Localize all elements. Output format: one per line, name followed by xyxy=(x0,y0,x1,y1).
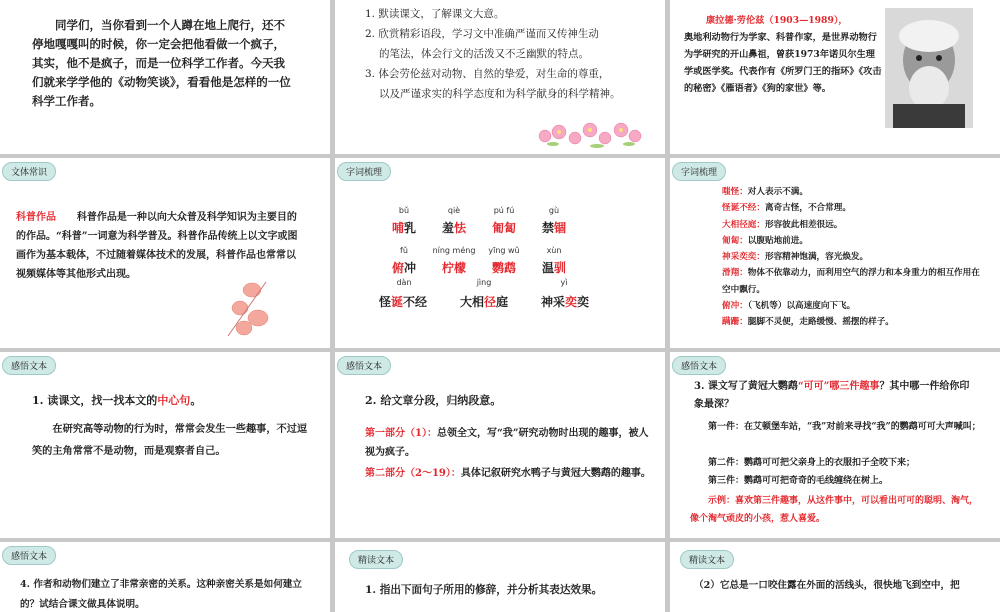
definition-item: 俯冲：（飞机等）以高速度向下飞。 xyxy=(722,301,856,312)
vocab-word: 羞怯 xyxy=(441,221,467,235)
author-portrait-icon xyxy=(885,8,973,128)
pinyin: xùn xyxy=(546,246,562,255)
story-item: 第一件：在艾顿堡车站，“我”对前来寻找“我”的鹦鹉可可大声喊叫； xyxy=(708,422,981,432)
pinyin: níng méng xyxy=(432,246,476,255)
slide-three-stories[interactable] xyxy=(670,352,1000,538)
pinyin: yīng wǔ xyxy=(488,246,520,255)
definition-item: 神采奕奕：形容精神饱满，容光焕发。 xyxy=(722,252,869,263)
slide-close-reading[interactable] xyxy=(670,542,1000,612)
intro-paragraph: 同学们，当你看到一个人蹲在地上爬行，还不停地嘎嘎叫的时候，你一定会把他看做一个疯子，其实，他不是疯子，而是一位科学工作者。今天我们就来学学他的《动物笑谈》，看看他是怎样的一位科学工作者。 xyxy=(32,18,291,108)
flower-decoration-icon xyxy=(222,278,276,338)
author-bio xyxy=(684,12,884,97)
definition-item: 嗤怪：对人表示不满。 xyxy=(722,187,808,197)
slide-relationship[interactable] xyxy=(0,542,330,612)
vocab-word: 俯冲 xyxy=(391,261,417,275)
pinyin: dàn xyxy=(396,278,412,287)
pinyin: yì xyxy=(560,278,568,287)
definition-item: 怪诞不经：离奇古怪，不合常理。 xyxy=(722,203,851,214)
slide-definitions[interactable] xyxy=(670,158,1000,348)
question: 1. 指出下面句子所用的修辞，并分析其表达效果。 xyxy=(365,584,603,596)
slide-genre[interactable] xyxy=(0,158,330,348)
vocab-word: 匍匐 xyxy=(491,221,516,235)
vocab-word: 柠檬 xyxy=(441,261,466,275)
story-item: 第二件：鹦鹉可可把父亲身上的衣服扣子全咬下来； xyxy=(708,458,916,468)
genre-paragraph xyxy=(16,208,298,284)
author-description: 奥地利动物行为学家、科普作家，是世界动物行为学研究的开山鼻祖，曾获1973年诺贝尔生理学或医学奖。代表作有《所罗门王的指环》《攻击的秘密》《雁语者》《狗的家世》等。 xyxy=(684,32,882,94)
definition-item: 蹒跚：腿脚不灵便，走路缓慢、摇摆的样子。 xyxy=(722,317,894,328)
pinyin: gù xyxy=(548,206,560,215)
part-two: 第二部分（2～19）：具体记叙研究水鸭子与黄冠大鹦鹉的趣事。 xyxy=(365,468,651,479)
question: 1. 读课文，找一找本文的中心句。 xyxy=(32,394,202,407)
question: 2. 给文章分段，归纳段意。 xyxy=(365,394,502,407)
section-tag: 精读文本 xyxy=(680,550,734,569)
section-tag: 字词梳理 xyxy=(672,162,726,181)
slide-rhetoric[interactable] xyxy=(335,542,665,612)
objective-line: 2. 欣赏精彩语段，学习文中准确严谨而又传神生动 xyxy=(365,28,599,40)
definition-item: 滑翔：物体不依靠动力，而利用空气的浮力和本身重力的相互作用在空中飘行。 xyxy=(722,268,980,295)
vocab-word: 哺乳 xyxy=(391,221,417,235)
idiom: 大相径庭 xyxy=(459,295,509,309)
section-tag: 感悟文本 xyxy=(2,356,56,375)
definition-item: 匍匐：以腹贴地前进。 xyxy=(722,235,808,246)
section-tag: 精读文本 xyxy=(349,550,403,569)
genre-text: 科普作品是一种以向大众普及科学知识为主要目的的作品。“科普”一词意为科学普及。科普作品传统上以文字或图画作为基本载体，不过随着媒体技术的发展，科普作品也常常以视频媒体等其他形式出现。 xyxy=(16,212,298,280)
slide-objectives[interactable] xyxy=(335,0,665,154)
pinyin: qiè xyxy=(447,206,461,215)
slide-central-sentence[interactable] xyxy=(0,352,330,538)
definitions-list xyxy=(722,184,984,331)
pinyin: bǔ xyxy=(398,206,410,215)
question: 4. 作者和动物们建立了非常亲密的关系。这种亲密关系是如何建立的？试结合课文做具体说明。 xyxy=(20,579,302,610)
idiom: 神采奕奕 xyxy=(540,295,589,309)
flower-decoration-icon xyxy=(535,112,650,152)
slide-vocabulary[interactable] xyxy=(335,158,665,348)
pinyin: pú fú xyxy=(493,206,515,215)
pinyin: fǔ xyxy=(400,246,408,255)
section-tag: 文体常识 xyxy=(2,162,56,181)
definition-item: 大相径庭：形容彼此相差很远。 xyxy=(722,219,843,230)
example-answer: 示例：喜欢第三件趣事，从这件事中，可以看出可可的聪明、淘气，像个淘气顽皮的小孩，惹人喜爱。 xyxy=(690,496,979,524)
section-tag: 感悟文本 xyxy=(672,356,726,375)
vocab-table xyxy=(379,206,629,310)
slide-intro[interactable] xyxy=(0,0,330,154)
idiom-row xyxy=(379,293,589,310)
section-tag: 字词梳理 xyxy=(337,162,391,181)
pinyin: jìng xyxy=(476,278,492,287)
slide-structure[interactable] xyxy=(335,352,665,538)
question: （2）它总是一口咬住露在外面的活线头，很快地飞到空中，把 xyxy=(694,580,960,591)
section-tag: 感悟文本 xyxy=(2,546,56,565)
term-label: 科普作品 xyxy=(16,212,56,223)
objective-line: 1. 默读课文，了解课文大意。 xyxy=(365,8,505,20)
objective-line: 以及严谨求实的科学态度和为科学献身的科学精神。 xyxy=(379,88,621,100)
vocab-word: 温驯 xyxy=(541,261,567,275)
vocab-word: 禁锢 xyxy=(541,221,567,235)
vocab-word: 鹦鹉 xyxy=(491,261,516,275)
author-name: 康拉德·劳伦兹（1903—1989）， xyxy=(706,15,848,26)
objectives-list xyxy=(365,4,655,104)
objective-line: 3. 体会劳伦兹对动物、自然的挚爱，对生命的尊重， xyxy=(365,68,610,80)
section-tag: 感悟文本 xyxy=(337,356,391,375)
part-one: 第一部分（1）：总领全文，写“我”研究动物时出现的趣事，被人视为疯子。 xyxy=(365,428,649,458)
question: 3. 课文写了黄冠大鹦鹉“可可”哪三件趣事？其中哪一件给你印象最深？ xyxy=(694,381,970,410)
slide-author[interactable] xyxy=(670,0,1000,154)
story-item: 第三件：鹦鹉可可把奇奇的毛线缠绕在树上。 xyxy=(708,476,889,486)
objective-line: 的笔法，体会行文的活泼又不乏幽默的特点。 xyxy=(379,48,589,60)
answer: 在研究高等动物的行为时，常常会发生一些趣事，不过逗笑的主角常常不是动物，而是观察者自己。 xyxy=(32,423,308,457)
idiom: 怪诞不经 xyxy=(379,295,428,309)
